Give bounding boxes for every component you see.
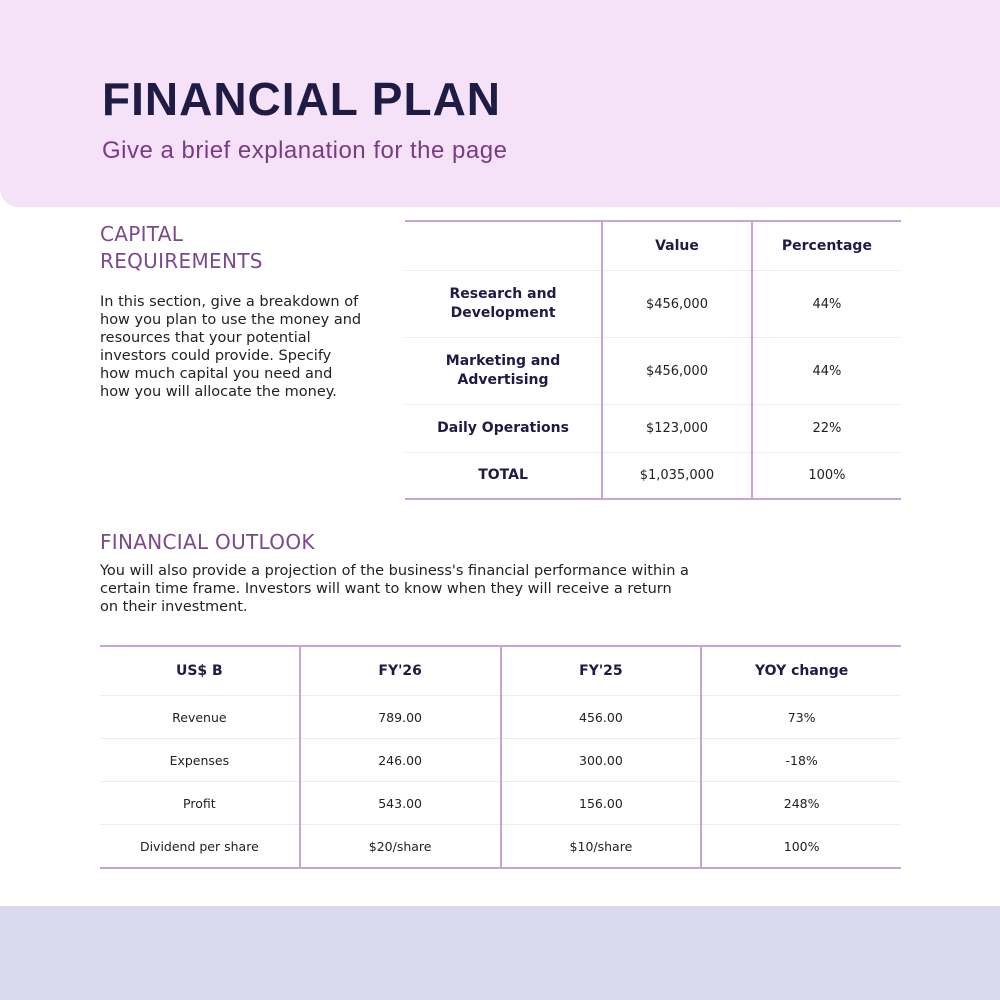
row-label: TOTAL [405,453,602,499]
cell: 543.00 [300,782,501,825]
table-row [405,338,901,405]
row-percentage: 44% [752,271,901,338]
cell: 156.00 [501,782,702,825]
table-row [100,696,901,739]
table-row [405,271,901,338]
row-value: $456,000 [602,338,752,405]
row-percentage: 44% [752,338,901,405]
page-title: FINANCIAL PLAN [102,73,502,125]
table-header: Percentage [752,221,901,271]
row-percentage: 100% [752,453,901,499]
cell: 789.00 [300,696,501,739]
cell: -18% [701,739,901,782]
table-header: FY'26 [300,646,501,696]
table-header-row [100,646,901,696]
table-header: FY'25 [501,646,702,696]
financial-outlook-heading: FINANCIAL OUTLOOK [100,530,315,554]
cell: 300.00 [501,739,702,782]
row-value: $456,000 [602,271,752,338]
page-subtitle: Give a brief explanation for the page [102,137,508,164]
row-label: Dividend per share [100,825,300,869]
cell: $20/share [300,825,501,869]
row-value: $1,035,000 [602,453,752,499]
header-banner [0,0,1000,207]
row-label: Expenses [100,739,300,782]
row-percentage: 22% [752,405,901,453]
capital-description: In this section, give a breakdown of how you plan to use the money and resources that your potential investors could provide. Specify how much capital you need and how you will allocate the money. [100,294,362,400]
cell: 73% [701,696,901,739]
table-row [405,405,901,453]
table-row [100,782,901,825]
capital-requirements-table [405,220,901,500]
cell: 246.00 [300,739,501,782]
cell: 100% [701,825,901,869]
cell: 456.00 [501,696,702,739]
table-row [100,739,901,782]
table-header: US$ B [100,646,300,696]
capital-requirements-heading [100,221,263,275]
outlook-description: You will also provide a projection of the business's financial performance within a certain time frame. Investors will want to know when they will receive a return on their investment. [100,563,689,615]
footer-band [0,906,1000,1000]
table-total-row [405,453,901,499]
table-header: YOY change [701,646,901,696]
capital-heading-line2: REQUIREMENTS [100,249,263,273]
table-row [100,825,901,869]
table-header [405,221,602,271]
row-value: $123,000 [602,405,752,453]
cell: 248% [701,782,901,825]
row-label: Profit [100,782,300,825]
row-label: Research and Development [405,271,602,338]
cell: $10/share [501,825,702,869]
row-label: Daily Operations [405,405,602,453]
capital-heading-line1: CAPITAL [100,222,184,246]
table-header-row [405,221,901,271]
financial-outlook-table [100,645,901,869]
row-label: Marketing and Advertising [405,338,602,405]
row-label: Revenue [100,696,300,739]
table-header: Value [602,221,752,271]
